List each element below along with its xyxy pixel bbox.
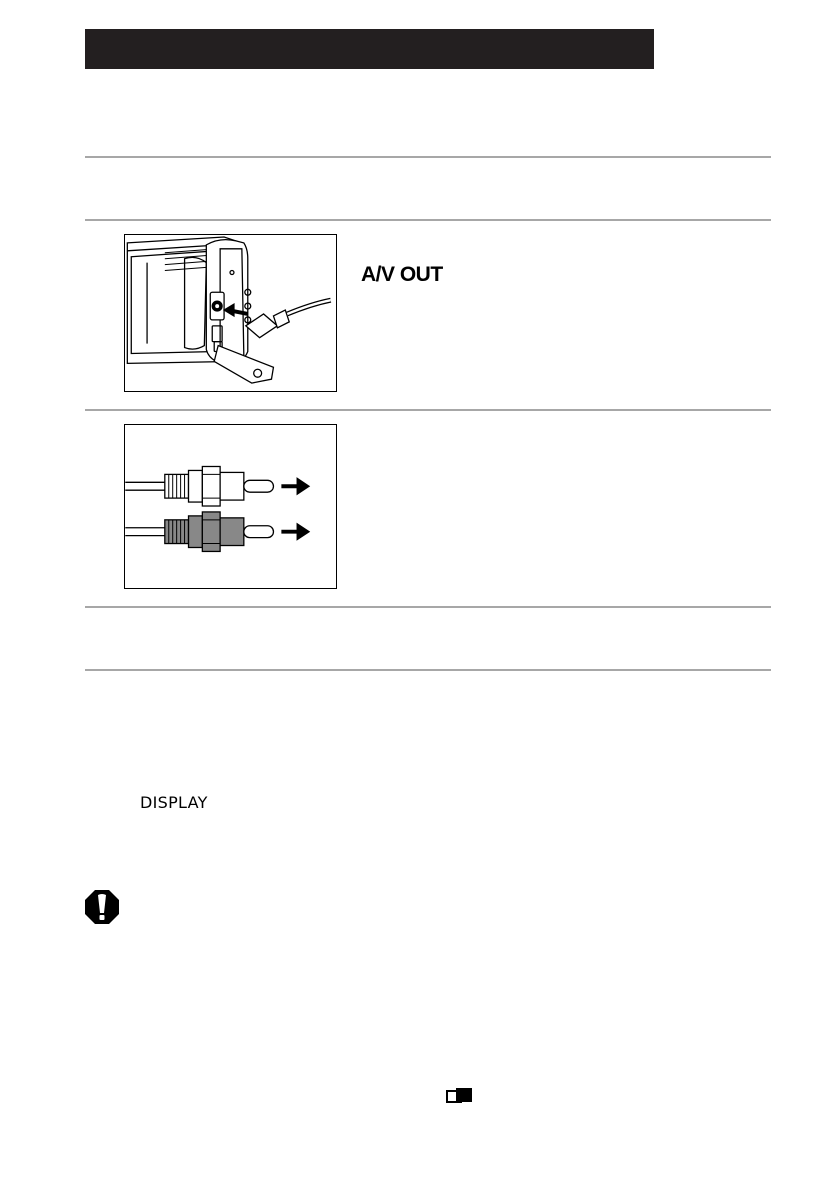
av-out-label: A/V OUT xyxy=(361,263,443,286)
caution-exclamation-icon xyxy=(84,889,120,925)
av-cable-plugs-illustration xyxy=(124,424,337,589)
divider-rule xyxy=(85,156,771,158)
divider-rule xyxy=(85,219,771,221)
display-button-label: DISPLAY xyxy=(140,793,208,812)
divider-rule xyxy=(85,409,771,411)
multi-image-icon xyxy=(446,1086,474,1105)
divider-rule xyxy=(85,669,771,671)
section-title-bar xyxy=(85,29,654,69)
divider-rule xyxy=(85,606,771,608)
camera-av-out-illustration xyxy=(124,234,337,392)
